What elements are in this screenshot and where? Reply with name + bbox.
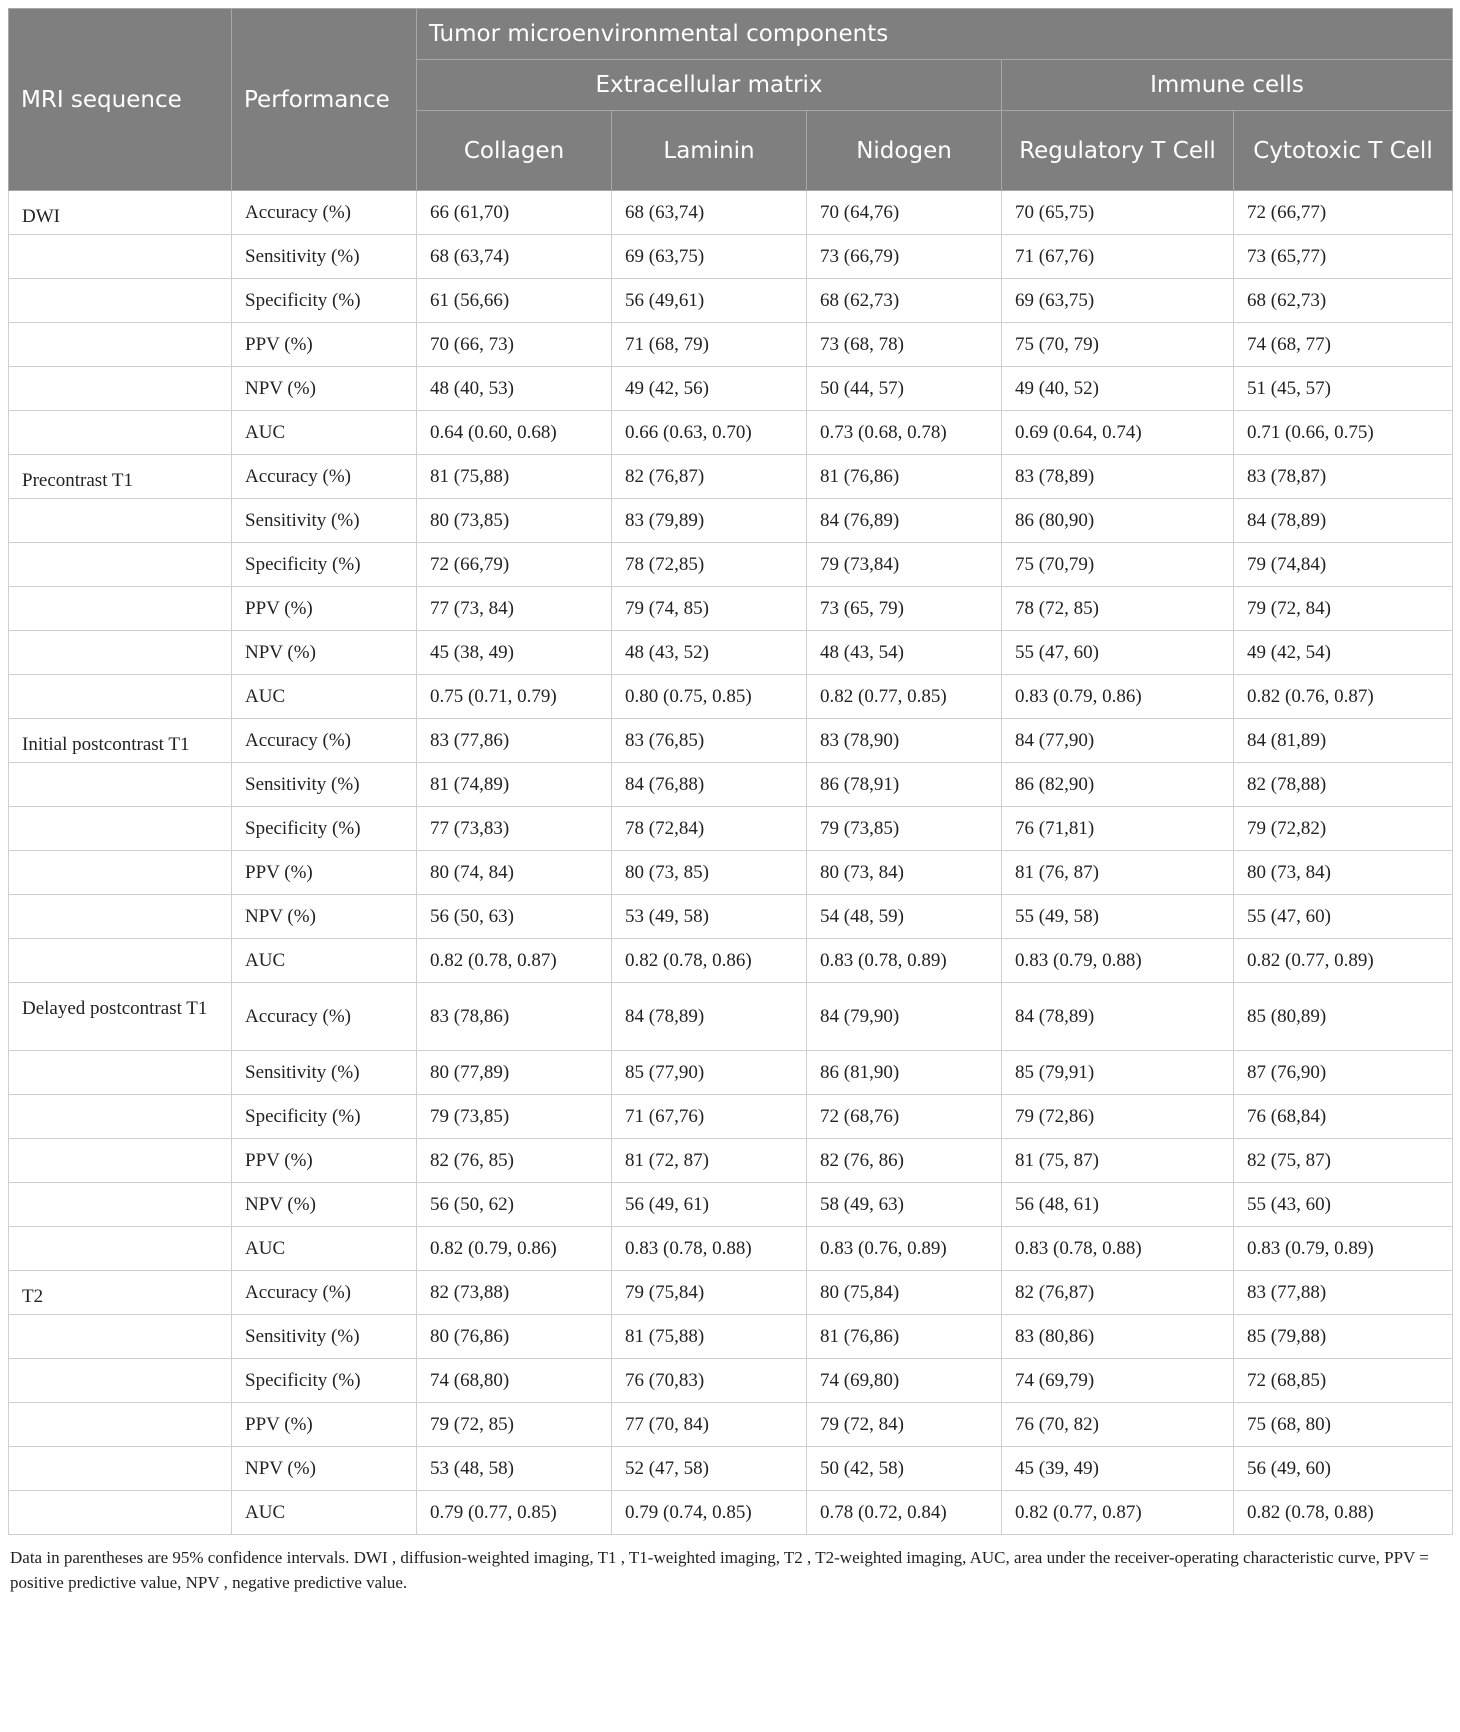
table-row: [9, 191, 1453, 235]
value-cell: 83 (78,86): [417, 983, 612, 1051]
value-cell: 51 (45, 57): [1234, 367, 1453, 411]
value-cell: 81 (75,88): [612, 1315, 807, 1359]
value-cell: 50 (44, 57): [807, 367, 1002, 411]
value-cell: 86 (81,90): [807, 1051, 1002, 1095]
value-cell: 71 (67,76): [1002, 235, 1234, 279]
table-row: [9, 279, 1453, 323]
value-cell: 81 (76, 87): [1002, 851, 1234, 895]
sequence-cell: [9, 1139, 232, 1183]
metric-cell: Sensitivity (%): [232, 763, 417, 807]
value-cell: 0.83 (0.79, 0.89): [1234, 1227, 1453, 1271]
header-performance: Performance: [232, 9, 417, 191]
sequence-cell: [9, 807, 232, 851]
metric-cell: Accuracy (%): [232, 719, 417, 763]
metric-cell: Sensitivity (%): [232, 1051, 417, 1095]
value-cell: 0.83 (0.78, 0.88): [612, 1227, 807, 1271]
value-cell: 55 (49, 58): [1002, 895, 1234, 939]
value-cell: 75 (70, 79): [1002, 323, 1234, 367]
value-cell: 80 (77,89): [417, 1051, 612, 1095]
value-cell: 81 (75, 87): [1002, 1139, 1234, 1183]
value-cell: 0.82 (0.79, 0.86): [417, 1227, 612, 1271]
value-cell: 79 (73,85): [807, 807, 1002, 851]
value-cell: 56 (49, 61): [612, 1183, 807, 1227]
value-cell: 84 (77,90): [1002, 719, 1234, 763]
value-cell: 84 (78,89): [1002, 983, 1234, 1051]
value-cell: 77 (73,83): [417, 807, 612, 851]
metric-cell: Accuracy (%): [232, 1271, 417, 1315]
sequence-cell: [9, 1051, 232, 1095]
metric-cell: AUC: [232, 1227, 417, 1271]
value-cell: 84 (78,89): [1234, 499, 1453, 543]
metric-cell: AUC: [232, 939, 417, 983]
table-header: [9, 9, 1453, 191]
value-cell: 76 (70, 82): [1002, 1403, 1234, 1447]
sequence-cell: [9, 675, 232, 719]
metric-cell: NPV (%): [232, 1447, 417, 1491]
value-cell: 58 (49, 63): [807, 1183, 1002, 1227]
value-cell: 83 (77,88): [1234, 1271, 1453, 1315]
value-cell: 77 (73, 84): [417, 587, 612, 631]
value-cell: 82 (76,87): [1002, 1271, 1234, 1315]
value-cell: 0.83 (0.78, 0.89): [807, 939, 1002, 983]
metric-cell: NPV (%): [232, 631, 417, 675]
value-cell: 81 (76,86): [807, 455, 1002, 499]
value-cell: 81 (74,89): [417, 763, 612, 807]
value-cell: 45 (39, 49): [1002, 1447, 1234, 1491]
metric-cell: NPV (%): [232, 895, 417, 939]
sequence-cell: [9, 587, 232, 631]
sequence-cell: [9, 279, 232, 323]
value-cell: 82 (75, 87): [1234, 1139, 1453, 1183]
metric-cell: PPV (%): [232, 587, 417, 631]
header-nidogen: Nidogen: [807, 111, 1002, 191]
value-cell: 56 (50, 62): [417, 1183, 612, 1227]
table-row: [9, 1271, 1453, 1315]
metric-cell: Specificity (%): [232, 279, 417, 323]
value-cell: 74 (68,80): [417, 1359, 612, 1403]
value-cell: 71 (67,76): [612, 1095, 807, 1139]
table-row: [9, 1447, 1453, 1491]
metric-cell: Sensitivity (%): [232, 499, 417, 543]
table-row: [9, 1227, 1453, 1271]
value-cell: 78 (72,85): [612, 543, 807, 587]
sequence-cell: Precontrast T1: [9, 455, 232, 499]
sequence-cell: [9, 235, 232, 279]
sequence-cell: [9, 851, 232, 895]
table-row: [9, 323, 1453, 367]
value-cell: 84 (76,88): [612, 763, 807, 807]
table-row: [9, 1051, 1453, 1095]
value-cell: 0.83 (0.79, 0.86): [1002, 675, 1234, 719]
value-cell: 45 (38, 49): [417, 631, 612, 675]
value-cell: 0.64 (0.60, 0.68): [417, 411, 612, 455]
value-cell: 83 (76,85): [612, 719, 807, 763]
value-cell: 68 (62,73): [807, 279, 1002, 323]
value-cell: 70 (64,76): [807, 191, 1002, 235]
sequence-cell: [9, 367, 232, 411]
sequence-cell: Delayed postcontrast T1: [9, 983, 232, 1051]
value-cell: 0.83 (0.76, 0.89): [807, 1227, 1002, 1271]
value-cell: 0.82 (0.78, 0.87): [417, 939, 612, 983]
metric-cell: NPV (%): [232, 367, 417, 411]
value-cell: 82 (78,88): [1234, 763, 1453, 807]
metric-cell: Accuracy (%): [232, 983, 417, 1051]
sequence-cell: [9, 895, 232, 939]
value-cell: 54 (48, 59): [807, 895, 1002, 939]
value-cell: 72 (68,76): [807, 1095, 1002, 1139]
value-cell: 80 (75,84): [807, 1271, 1002, 1315]
value-cell: 74 (68, 77): [1234, 323, 1453, 367]
results-document: [8, 8, 1452, 1595]
value-cell: 56 (49,61): [612, 279, 807, 323]
metric-cell: AUC: [232, 411, 417, 455]
value-cell: 70 (66, 73): [417, 323, 612, 367]
sequence-cell: [9, 631, 232, 675]
value-cell: 0.82 (0.77, 0.85): [807, 675, 1002, 719]
value-cell: 84 (78,89): [612, 983, 807, 1051]
value-cell: 0.82 (0.77, 0.87): [1002, 1491, 1234, 1535]
value-cell: 83 (80,86): [1002, 1315, 1234, 1359]
table-row: [9, 235, 1453, 279]
metric-cell: AUC: [232, 1491, 417, 1535]
sequence-cell: [9, 543, 232, 587]
value-cell: 48 (43, 54): [807, 631, 1002, 675]
value-cell: 0.83 (0.79, 0.88): [1002, 939, 1234, 983]
value-cell: 0.82 (0.78, 0.88): [1234, 1491, 1453, 1535]
performance-table: [8, 8, 1453, 1535]
value-cell: 56 (50, 63): [417, 895, 612, 939]
value-cell: 84 (76,89): [807, 499, 1002, 543]
value-cell: 73 (66,79): [807, 235, 1002, 279]
table-row: [9, 983, 1453, 1051]
metric-cell: Accuracy (%): [232, 455, 417, 499]
value-cell: 86 (78,91): [807, 763, 1002, 807]
metric-cell: Sensitivity (%): [232, 235, 417, 279]
value-cell: 0.69 (0.64, 0.74): [1002, 411, 1234, 455]
value-cell: 0.82 (0.78, 0.86): [612, 939, 807, 983]
value-cell: 49 (40, 52): [1002, 367, 1234, 411]
value-cell: 79 (75,84): [612, 1271, 807, 1315]
value-cell: 0.82 (0.77, 0.89): [1234, 939, 1453, 983]
table-row: [9, 719, 1453, 763]
value-cell: 84 (79,90): [807, 983, 1002, 1051]
sequence-cell: [9, 763, 232, 807]
value-cell: 82 (76, 86): [807, 1139, 1002, 1183]
value-cell: 0.79 (0.77, 0.85): [417, 1491, 612, 1535]
value-cell: 82 (73,88): [417, 1271, 612, 1315]
metric-cell: PPV (%): [232, 323, 417, 367]
value-cell: 79 (73,84): [807, 543, 1002, 587]
table-row: [9, 1491, 1453, 1535]
sequence-cell: [9, 1403, 232, 1447]
table-row: [9, 1183, 1453, 1227]
sequence-cell: [9, 411, 232, 455]
value-cell: 81 (75,88): [417, 455, 612, 499]
value-cell: 56 (48, 61): [1002, 1183, 1234, 1227]
table-row: [9, 1095, 1453, 1139]
value-cell: 83 (78,89): [1002, 455, 1234, 499]
value-cell: 76 (71,81): [1002, 807, 1234, 851]
value-cell: 80 (74, 84): [417, 851, 612, 895]
value-cell: 81 (76,86): [807, 1315, 1002, 1359]
value-cell: 85 (80,89): [1234, 983, 1453, 1051]
value-cell: 48 (43, 52): [612, 631, 807, 675]
value-cell: 52 (47, 58): [612, 1447, 807, 1491]
sequence-cell: [9, 499, 232, 543]
value-cell: 80 (73, 84): [1234, 851, 1453, 895]
table-row: [9, 631, 1453, 675]
sequence-cell: T2: [9, 1271, 232, 1315]
value-cell: 87 (76,90): [1234, 1051, 1453, 1095]
value-cell: 74 (69,80): [807, 1359, 1002, 1403]
metric-cell: Specificity (%): [232, 1095, 417, 1139]
table-row: [9, 367, 1453, 411]
table-row: [9, 763, 1453, 807]
value-cell: 0.73 (0.68, 0.78): [807, 411, 1002, 455]
value-cell: 76 (70,83): [612, 1359, 807, 1403]
value-cell: 73 (65,77): [1234, 235, 1453, 279]
value-cell: 75 (68, 80): [1234, 1403, 1453, 1447]
value-cell: 0.79 (0.74, 0.85): [612, 1491, 807, 1535]
value-cell: 72 (66,77): [1234, 191, 1453, 235]
table-row: [9, 1403, 1453, 1447]
value-cell: 85 (79,91): [1002, 1051, 1234, 1095]
table-row: [9, 851, 1453, 895]
value-cell: 79 (72, 85): [417, 1403, 612, 1447]
metric-cell: Sensitivity (%): [232, 1315, 417, 1359]
value-cell: 72 (68,85): [1234, 1359, 1453, 1403]
sequence-cell: [9, 1447, 232, 1491]
metric-cell: NPV (%): [232, 1183, 417, 1227]
header-mri-sequence: MRI sequence: [9, 9, 232, 191]
header-collagen: Collagen: [417, 111, 612, 191]
value-cell: 72 (66,79): [417, 543, 612, 587]
table-row: [9, 587, 1453, 631]
table-row: [9, 411, 1453, 455]
value-cell: 77 (70, 84): [612, 1403, 807, 1447]
value-cell: 82 (76,87): [612, 455, 807, 499]
value-cell: 80 (73, 84): [807, 851, 1002, 895]
header-tumor-microenvironment: Tumor microenvironmental components: [417, 9, 1453, 60]
sequence-cell: [9, 1491, 232, 1535]
table-row: [9, 895, 1453, 939]
value-cell: 0.75 (0.71, 0.79): [417, 675, 612, 719]
value-cell: 80 (76,86): [417, 1315, 612, 1359]
value-cell: 0.82 (0.76, 0.87): [1234, 675, 1453, 719]
value-cell: 83 (77,86): [417, 719, 612, 763]
value-cell: 68 (62,73): [1234, 279, 1453, 323]
metric-cell: Accuracy (%): [232, 191, 417, 235]
value-cell: 79 (72, 84): [807, 1403, 1002, 1447]
table-body: [9, 191, 1453, 1535]
sequence-cell: [9, 323, 232, 367]
table-row: [9, 499, 1453, 543]
value-cell: 68 (63,74): [417, 235, 612, 279]
value-cell: 70 (65,75): [1002, 191, 1234, 235]
value-cell: 83 (78,90): [807, 719, 1002, 763]
value-cell: 73 (68, 78): [807, 323, 1002, 367]
sequence-cell: [9, 1227, 232, 1271]
value-cell: 56 (49, 60): [1234, 1447, 1453, 1491]
value-cell: 69 (63,75): [612, 235, 807, 279]
value-cell: 85 (77,90): [612, 1051, 807, 1095]
value-cell: 73 (65, 79): [807, 587, 1002, 631]
value-cell: 0.71 (0.66, 0.75): [1234, 411, 1453, 455]
value-cell: 66 (61,70): [417, 191, 612, 235]
header-laminin: Laminin: [612, 111, 807, 191]
value-cell: 83 (78,87): [1234, 455, 1453, 499]
table-row: [9, 1359, 1453, 1403]
table-row: [9, 675, 1453, 719]
table-row: [9, 1315, 1453, 1359]
metric-cell: PPV (%): [232, 851, 417, 895]
value-cell: 53 (49, 58): [612, 895, 807, 939]
sequence-cell: Initial postcontrast T1: [9, 719, 232, 763]
value-cell: 79 (73,85): [417, 1095, 612, 1139]
table-row: [9, 543, 1453, 587]
value-cell: 79 (74, 85): [612, 587, 807, 631]
value-cell: 81 (72, 87): [612, 1139, 807, 1183]
value-cell: 86 (82,90): [1002, 763, 1234, 807]
value-cell: 0.83 (0.78, 0.88): [1002, 1227, 1234, 1271]
value-cell: 84 (81,89): [1234, 719, 1453, 763]
value-cell: 78 (72,84): [612, 807, 807, 851]
value-cell: 55 (47, 60): [1002, 631, 1234, 675]
value-cell: 79 (74,84): [1234, 543, 1453, 587]
value-cell: 53 (48, 58): [417, 1447, 612, 1491]
sequence-cell: DWI: [9, 191, 232, 235]
value-cell: 80 (73, 85): [612, 851, 807, 895]
value-cell: 61 (56,66): [417, 279, 612, 323]
table-row: [9, 455, 1453, 499]
metric-cell: PPV (%): [232, 1403, 417, 1447]
value-cell: 71 (68, 79): [612, 323, 807, 367]
value-cell: 55 (43, 60): [1234, 1183, 1453, 1227]
value-cell: 75 (70,79): [1002, 543, 1234, 587]
metric-cell: AUC: [232, 675, 417, 719]
value-cell: 80 (73,85): [417, 499, 612, 543]
value-cell: 0.78 (0.72, 0.84): [807, 1491, 1002, 1535]
value-cell: 83 (79,89): [612, 499, 807, 543]
value-cell: 48 (40, 53): [417, 367, 612, 411]
sequence-cell: [9, 1095, 232, 1139]
metric-cell: PPV (%): [232, 1139, 417, 1183]
value-cell: 0.66 (0.63, 0.70): [612, 411, 807, 455]
metric-cell: Specificity (%): [232, 1359, 417, 1403]
value-cell: 79 (72, 84): [1234, 587, 1453, 631]
value-cell: 49 (42, 56): [612, 367, 807, 411]
sequence-cell: [9, 1359, 232, 1403]
header-cytotoxic-t-cell: Cytotoxic T Cell: [1234, 111, 1453, 191]
value-cell: 86 (80,90): [1002, 499, 1234, 543]
table-row: [9, 1139, 1453, 1183]
sequence-cell: [9, 1183, 232, 1227]
value-cell: 69 (63,75): [1002, 279, 1234, 323]
value-cell: 49 (42, 54): [1234, 631, 1453, 675]
value-cell: 68 (63,74): [612, 191, 807, 235]
value-cell: 55 (47, 60): [1234, 895, 1453, 939]
header-immune-cells: Immune cells: [1002, 60, 1453, 111]
header-regulatory-t-cell: Regulatory T Cell: [1002, 111, 1234, 191]
value-cell: 74 (69,79): [1002, 1359, 1234, 1403]
table-row: [9, 807, 1453, 851]
header-extracellular-matrix: Extracellular matrix: [417, 60, 1002, 111]
sequence-cell: [9, 1315, 232, 1359]
sequence-cell: [9, 939, 232, 983]
metric-cell: Specificity (%): [232, 807, 417, 851]
value-cell: 50 (42, 58): [807, 1447, 1002, 1491]
value-cell: 82 (76, 85): [417, 1139, 612, 1183]
value-cell: 0.80 (0.75, 0.85): [612, 675, 807, 719]
value-cell: 78 (72, 85): [1002, 587, 1234, 631]
value-cell: 85 (79,88): [1234, 1315, 1453, 1359]
value-cell: 79 (72,86): [1002, 1095, 1234, 1139]
table-footnote: Data in parentheses are 95% confidence intervals. DWI , diffusion-weighted imaging, T1 , T1-weighted imaging, T2 , T2-weighted imaging, AUC, area under the receiver-operating characteristic curve, PPV = positive predictive value, NPV , negative predictive value.: [10, 1548, 1429, 1592]
value-cell: 79 (72,82): [1234, 807, 1453, 851]
value-cell: 76 (68,84): [1234, 1095, 1453, 1139]
table-row: [9, 939, 1453, 983]
metric-cell: Specificity (%): [232, 543, 417, 587]
